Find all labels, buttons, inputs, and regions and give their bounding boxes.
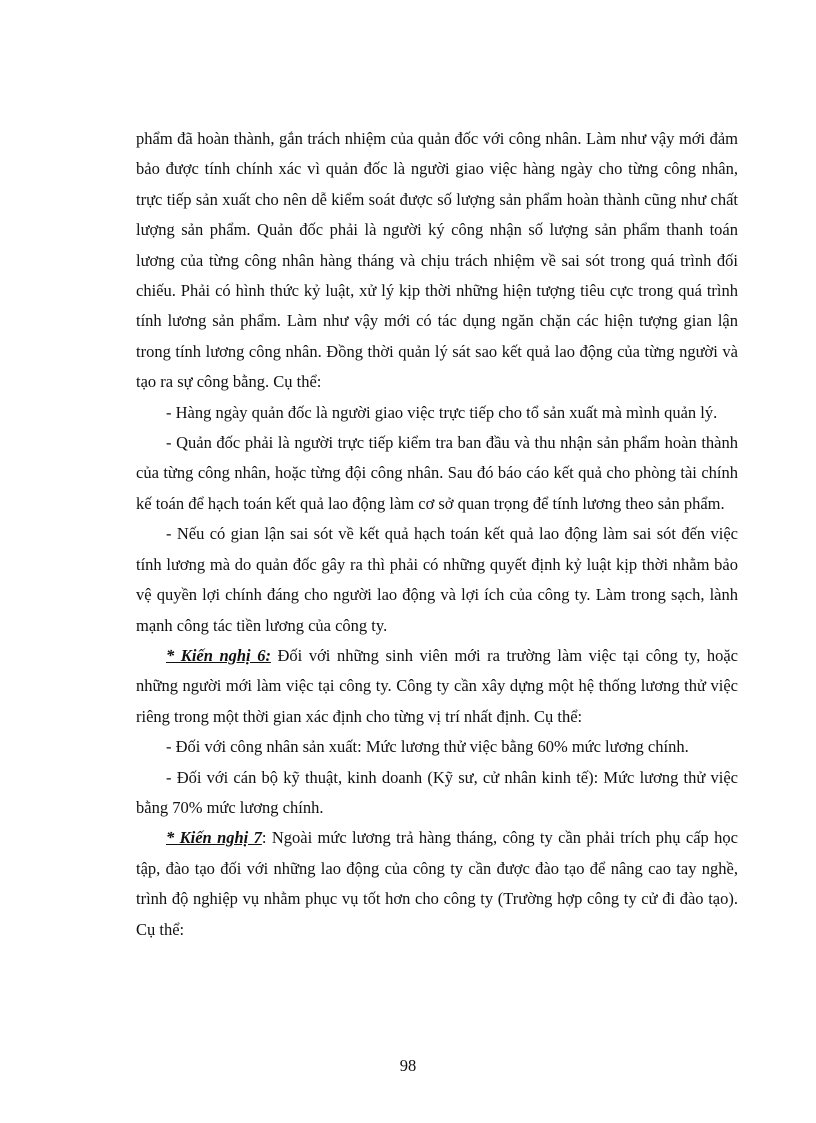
paragraph-recommendation-6	[136, 641, 738, 732]
recommendation-7-heading: * Kiến nghị 7	[166, 828, 262, 848]
document-body	[136, 124, 738, 945]
page-number: 98	[399, 1056, 417, 1075]
paragraph-bullet-production-workers: - Đối với công nhân sản xuất: Mức lương thử việc bằng 60% mức lương chính.	[166, 737, 689, 757]
paragraph-bullet-discipline: - Nếu có gian lận sai sót về kết quả hạch toán kết quả lao động làm sai sót đến việc tính lương mà do quản đốc gây ra thì phải có những quyết định kỷ luật kịp thời nhằm bảo vệ quyền lợi chính đáng cho người lao động và lợi ích của công ty. Làm trong sạch, lành mạnh công tác tiền lương của công ty.	[136, 524, 738, 635]
recommendation-6-heading: * Kiến nghị 6:	[166, 645, 271, 665]
recommendation-6-text: Đối với những sinh viên mới ra trường làm việc tại công ty, hoặc những người mới làm việc tại công ty. Công ty cần xây dựng một hệ thống lương thử việc riêng trong một thời gian xác định cho từng vị trí nhất định. Cụ thể:	[136, 645, 738, 726]
paragraph-intro: phẩm đã hoàn thành, gắn trách nhiệm của quản đốc với công nhân. Làm như vậy mới đảm bảo được tính chính xác vì quản đốc là người giao việc hàng ngày cho từng công nhân, trực tiếp sản xuất cho nên dễ kiểm soát được số lượng sản phẩm hoàn thành cũng như chất lượng sản phẩm. Quản đốc phải là người ký công nhận số lượng sản phẩm thanh toán lương của từng công nhân hàng tháng và chịu trách nhiệm về sai sót trong quá trình đối chiếu. Phải có hình thức kỷ luật, xử lý kịp thời những hiện tượng tiêu cực trong quá trình tính lương sản phẩm. Làm như vậy mới có tác dụng ngăn chặn các hiện tượng gian lận trong tính lương công nhân. Đồng thời quản lý sát sao kết quả lao động của từng người và tạo ra sự công bằng. Cụ thể:	[136, 129, 738, 392]
recommendation-7-text: : Ngoài mức lương trả hàng tháng, công ty cần phải trích phụ cấp học tập, đào tạo đối với những lao động của công ty cần được đào tạo để nâng cao tay nghề, trình độ nghiệp vụ nhằm phục vụ tốt hơn cho công ty (Trường hợp công ty cử đi đào tạo). Cụ thể:	[136, 828, 738, 939]
paragraph-recommendation-7	[136, 823, 738, 945]
paragraph-bullet-technical-staff: - Đối với cán bộ kỹ thuật, kinh doanh (Kỹ sư, cử nhân kinh tế): Mức lương thử việc bằng 70% mức lương chính.	[136, 767, 738, 817]
paragraph-bullet-inspection: - Quản đốc phải là người trực tiếp kiểm tra ban đầu và thu nhận sản phẩm hoàn thành của từng công nhân, hoặc từng đội công nhân. Sau đó báo cáo kết quả cho phòng tài chính kế toán để hạch toán kết quả lao động làm cơ sở quan trọng để tính lương theo sản phẩm.	[136, 433, 738, 513]
paragraph-bullet-daily-assignment: - Hàng ngày quản đốc là người giao việc trực tiếp cho tổ sản xuất mà mình quản lý.	[166, 402, 718, 422]
